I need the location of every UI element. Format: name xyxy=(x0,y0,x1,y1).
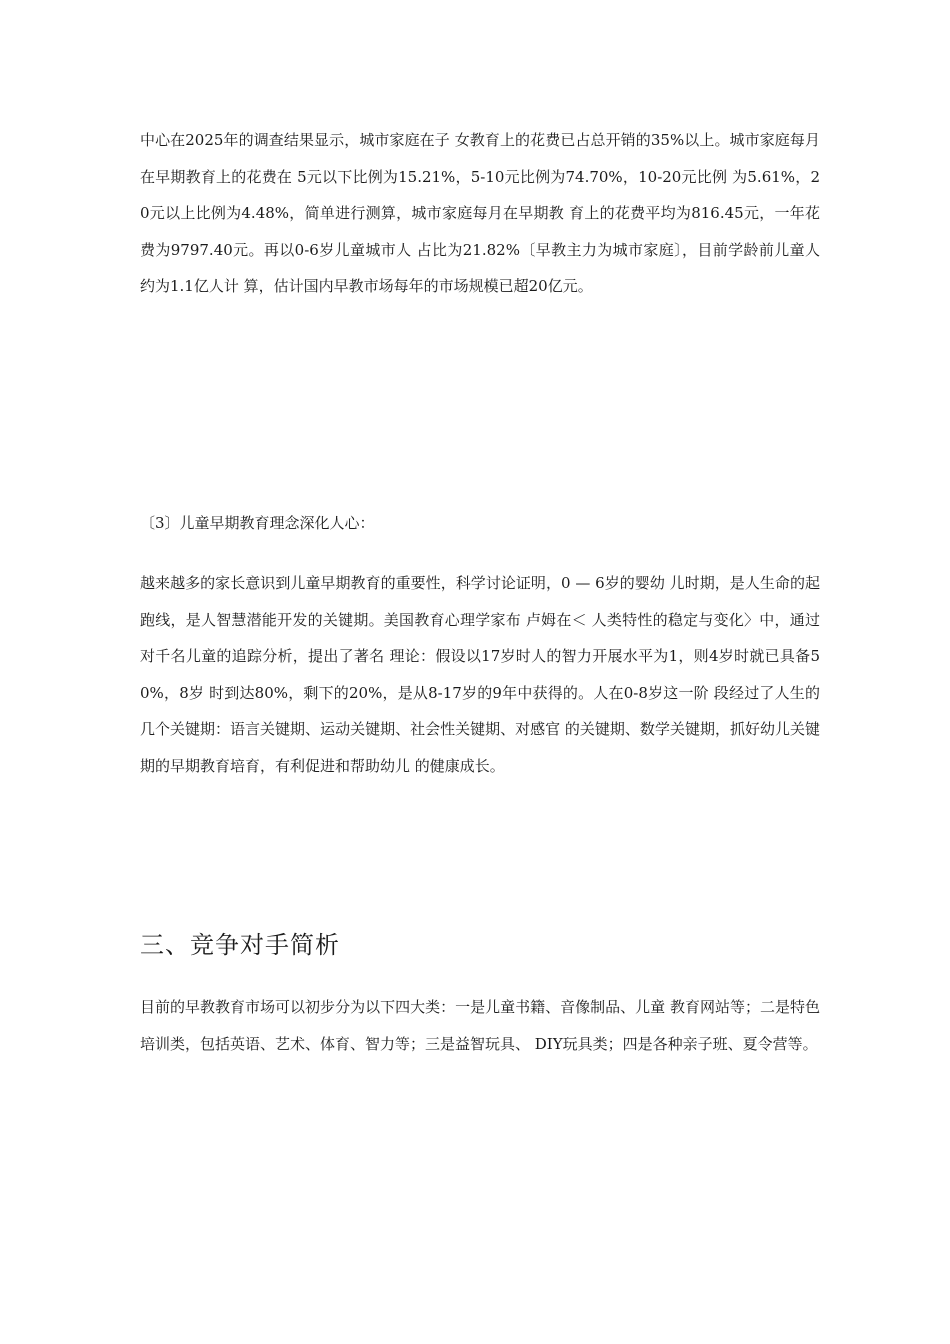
section-heading-competitor-analysis: 三、竞争对手简析 xyxy=(140,931,340,959)
subheading-early-education-concept: 〔3〕儿童早期教育理念深化人心： xyxy=(140,514,375,532)
market-size-paragraph: 中心在2025年的调查结果显示，城市家庭在子 女教育上的花费已占总开销的35%以上。城市家庭每月在早期教育上的花费在 5元以下比例为15.21%，5-10元比例为74.70%，10-20元比例 为5.61%，20元以上比例为4.48%，简单进行测算，城市家庭每月在早期教 育上的花费平均为816.45元，一年花费为9797.40元。再以0-6岁儿童城市人 占比为21.82%〔早教主力为城市家庭〕，目前学龄前儿童人约为1.1亿人计 算，估计国内早教市场每年的市场规模已超20亿元。 xyxy=(140,131,820,296)
early-education-concept-paragraph: 越来越多的家长意识到儿童早期教育的重要性，科学讨论证明，0 — 6岁的婴幼 儿时期，是人生命的起跑线，是人智慧潜能开发的关键期。美国教育心理学家布 卢姆在＜ 人类特性的稳定与变化〉中，通过对千名儿童的追踪分析，提出了著名 理论：假设以17岁时人的智力开展水平为1，则4岁时就已具备50%，8岁 时到达80%，剩下的20%，是从8-17岁的9年中获得的。人在0-8岁这一阶 段经过了人生的几个关键期：语言关键期、运动关键期、社会性关键期、对感官 的关键期、数学关键期，抓好幼儿关键期的早期教育培育，有利促进和帮助幼儿 的健康成长。 xyxy=(140,574,820,775)
competitor-categories-paragraph: 目前的早教教育市场可以初步分为以下四大类：一是儿童书籍、音像制品、儿童 教育网站等；二是特色培训类，包括英语、艺术、体育、智力等；三是益智玩具、 DIY玩具类；四是各种亲子班、夏令营等。 xyxy=(140,998,820,1053)
